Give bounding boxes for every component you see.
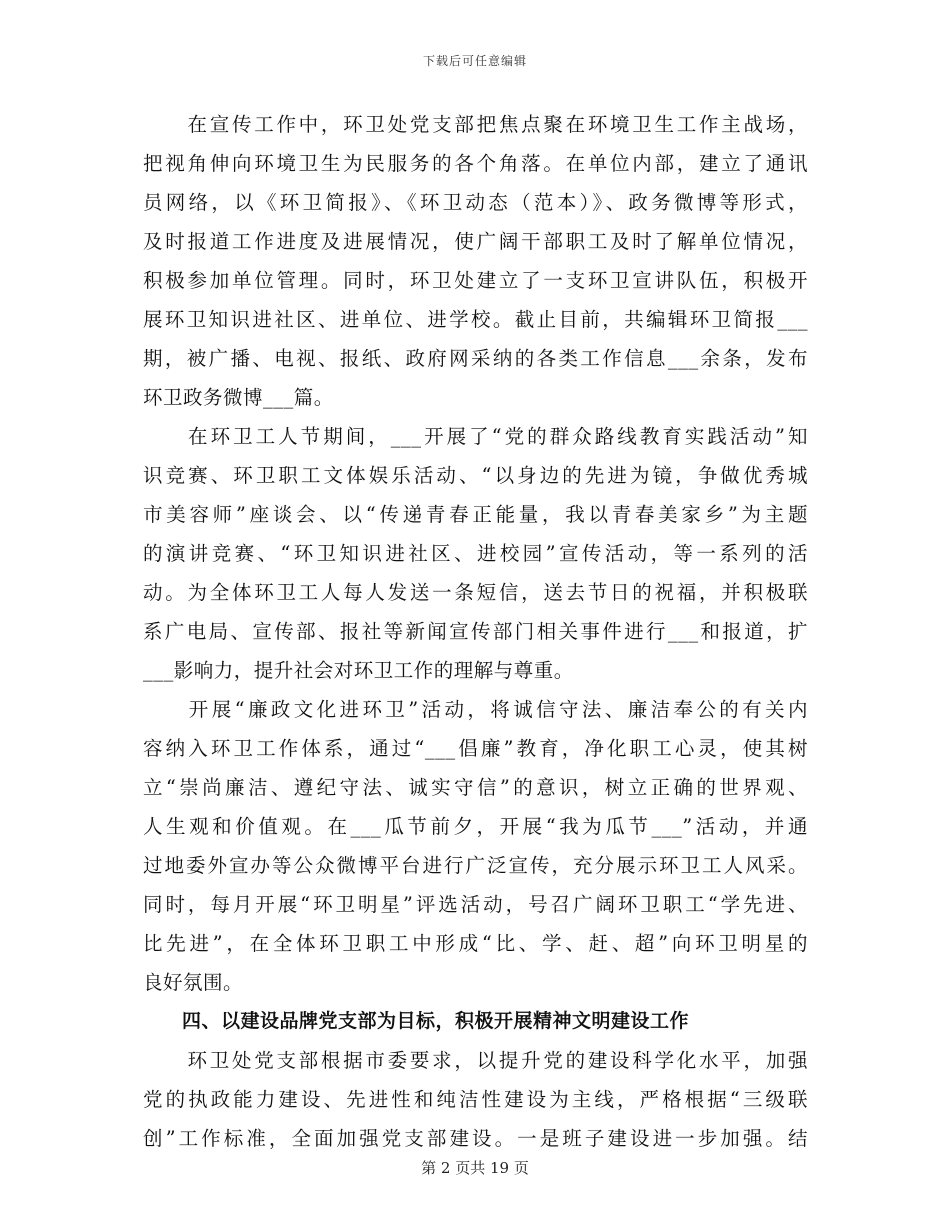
text-line: 创”工作标准，全面加强党支部建设。一是班子建设进一步加强。结 [143,1127,808,1150]
text-line: 良好氛围。 [143,971,244,994]
text-line: 过地委外宣办等公众微博平台进行广泛宣传，充分展示环卫工人风采。 [143,854,808,877]
text-line: 及时报道工作进度及进展情况，使广阔干部职工及时了解单位情况， [143,230,808,253]
text-line: 同时，每月开展“环卫明星”评选活动，号召广阔环卫职工“学先进、 [143,893,808,916]
text-line: 展环卫知识进社区、进单位、进学校。截止目前，共编辑环卫简报___ [143,308,808,331]
text-line: 环卫政务微博___篇。 [143,386,334,409]
text-line: 人生观和价值观。在___瓜节前夕，开展“我为瓜节___”活动，并通 [143,815,808,838]
text-line: 立“崇尚廉洁、遵纪守法、诚实守信”的意识，树立正确的世界观、 [143,776,808,799]
text-line: 把视角伸向环境卫生为民服务的各个角落。在单位内部，建立了通讯 [143,152,808,175]
page-footer: 第 2 页共 19 页 [421,1159,529,1177]
text-line: 在环卫工人节期间，___开展了“党的群众路线教育实践活动”知 [143,425,808,448]
text-line: 识竞赛、环卫职工文体娱乐活动、“以身边的先进为镜，争做优秀城 [143,464,808,487]
text-line: 市美容师”座谈会、以“传递青春正能量，我以青春美家乡”为主题 [143,503,808,526]
text-line: 积极参加单位管理。同时，环卫处建立了一支环卫宣讲队伍，积极开 [143,269,808,292]
page-header: 下载后可任意编辑 [422,54,527,68]
document-body [143,105,808,1158]
text-line: 动。为全体环卫工人每人发送一条短信，送去节日的祝福，并积极联 [143,581,808,604]
text-line: 环卫处党支部根据市委要求，以提升党的建设科学化水平，加强 [143,1049,808,1072]
section-heading: 四、以建设品牌党支部为目标，积极开展精神文明建设工作 [143,1010,690,1032]
text-line: 党的执政能力建设、先进性和纯洁性建设为主线，严格根据“三级联 [143,1088,808,1111]
text-line: 员网络，以《环卫简报》、《环卫动态（范本）》、政务微博等形式， [143,191,808,214]
text-line: 在宣传工作中，环卫处党支部把焦点聚在环境卫生工作主战场， [143,113,808,136]
text-line: 系广电局、宣传部、报社等新闻宣传部门相关事件进行___和报道，扩 [143,620,808,643]
text-line: 的演讲竞赛、“环卫知识进社区、进校园”宣传活动，等一系列的活 [143,542,808,565]
text-line: 开展“廉政文化进环卫”活动，将诚信守法、廉洁奉公的有关内 [143,698,808,721]
text-line: ___影响力，提升社会对环卫工作的理解与尊重。 [143,659,574,682]
text-line: 期，被广播、电视、报纸、政府网采纳的各类工作信息___余条，发布 [143,347,808,370]
text-line: 比先进”，在全体环卫职工中形成“比、学、赶、超”向环卫明星的 [143,932,808,955]
text-line: 容纳入环卫工作体系，通过“___倡廉”教育，净化职工心灵，使其树 [143,737,808,760]
